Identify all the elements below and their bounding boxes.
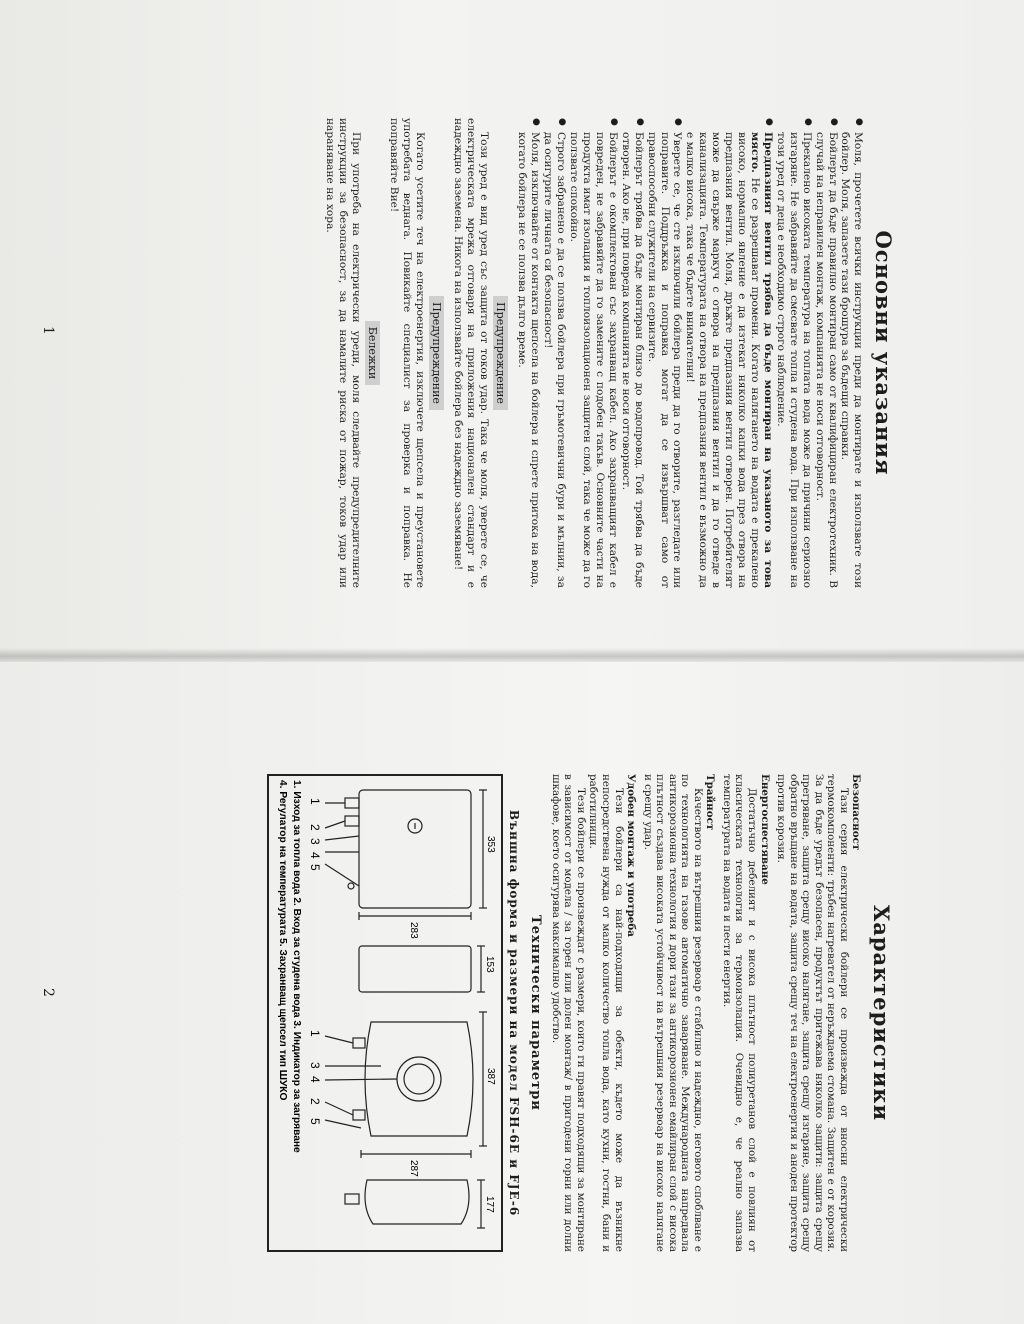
- model-1-side-view: [359, 946, 485, 992]
- list-item: ● Бойлерът да бъде правилно монтиран само от квалифициран електротехник. В случай на неправилен монтаж, компанията не носи отговорност.: [813, 118, 839, 588]
- page-title: Основни указания: [871, 230, 896, 476]
- warning-heading: [430, 118, 443, 588]
- durability-heading: Трайност: [704, 774, 717, 831]
- model-2-front-view: [325, 1012, 487, 1158]
- caution-text: Този уред е вид уред със защита от токов удар. Така че моля, уверете се, че електрическата мрежа отговаря на приложения национален стандарт и е надеждно заземена. Никога на използвайте бойлера без надеждно заземяване!: [452, 118, 491, 588]
- callout-label: 4: [307, 852, 322, 859]
- energy-text: Достатъчно дебелият и с висока плътност полиуретанов слой е повлиян от класическата технология за термоизолация. Очевидно е, че реално запазва температурата на водата и пести енергия.: [720, 774, 759, 1252]
- callout-label: 4: [307, 1076, 322, 1083]
- callout-label: 5: [307, 1118, 322, 1125]
- callout-label: 2: [307, 824, 322, 831]
- list-item: ● Уверете се, че сте изключили бойлера преди да го отворите, разгледате или поправите. Поддръжка и поправка могат да се извършват само от правоспособни служители на сервизите.: [645, 118, 684, 588]
- model-2-side-view: [345, 1180, 485, 1228]
- safety-heading: Безопасност: [850, 774, 863, 851]
- callout-label: 2: [307, 1098, 322, 1105]
- dimensions-title: Външна форма и размери на модел FSH-6E и FJE-6: [507, 809, 522, 1217]
- dim-depth-2: 177: [483, 1196, 495, 1213]
- callout-label: 5: [307, 864, 322, 871]
- durability-text: Качеството на вътрешния резервоар е стабилно и надеждно, неговото споблване е по технологията на газово автоматично заваряване. Международната напредвала антикорозионна технология и дори тази за антикорозионен емайлиран слой с висока плътност създава високата устойчивост на вътрешния резервоар на високо налягане и срещу удар.: [641, 774, 704, 1252]
- dim-height-2: 287: [407, 1160, 419, 1177]
- list-item: ● Моля, прочетете всички инструкции преди да монтирате и използвате този бойлер. Моля, запазете тази брошура за бъдещи справки.: [839, 118, 865, 588]
- notes-heading: [366, 118, 379, 588]
- caution-heading: [494, 118, 507, 588]
- install-heading: Удобен монтаж и употреба: [625, 774, 638, 937]
- document-page-2: [0, 662, 1024, 1324]
- page-number: 1: [40, 326, 56, 335]
- list-item: ● Бойлерът е окомплектован със захранващ кабел. Ако захранващият кабел е повреден, не забравяйте да го замените с подобен такъв. Основните части на продукта имат изолация и топлоизолационен защитен слой, така че може да го ползвате спокойно.: [567, 118, 619, 588]
- install-text-1: Тези бойлери са най-подходящи за обекти, където може да възникне непосредствена нужда от малко количество топла вода, като кухни, гостни, бани и работилници.: [587, 774, 625, 1252]
- callout-label: 3: [307, 1062, 322, 1069]
- notes-text: При употреба на електрически уреди, моля следвайте предупредителните инструкции за безопасност, за да намалите риска от пожар, токов удар или нараняване на хора.: [323, 118, 362, 588]
- warning-title: Предупреждение: [429, 296, 444, 410]
- page-2-rotated: [0, 662, 1024, 1324]
- list-item: ● Моля, изключвайте от контакта щепсела на бойлера и спрете притока на вода, когато бойлера не се ползва дълго време.: [516, 118, 542, 588]
- safety-text: Тази серия електрически бойлери се произвежда от вносни електрически термокомпоненти: тръбен нагревател от неръждаема стомана. Защитен е от корозия. За да бъде уредът безопасен, продуктът притежава няколко защити: защита срещу прегряване, защита срещу високо налягане, защита срещу изгаряне, защита срещу обратно връщане на водата, защита срещу теч на електроенергия и аноден протектор против корозия.: [775, 774, 850, 1252]
- page-2-content: [267, 774, 894, 1252]
- callouts-model-1: [308, 798, 322, 871]
- energy-heading: Енергоспестяване: [758, 774, 771, 885]
- dim-width-2: 387: [484, 1068, 496, 1085]
- caption-line-2: 4. Регулатор на температурата 5. Захранващ щепсел тип ШУКО: [276, 780, 288, 1101]
- list-item: ● Прекалено високата температура на топлата вода може да причини сериозно изгаряне. Не забравяйте да смесвате топла и студена вода. При използване на този уред от деца е необходимо строго наблюдение.: [774, 118, 813, 588]
- model-1-front-view: [325, 790, 487, 920]
- instructions-list: [516, 118, 865, 588]
- warning-text: Когато усетите теч на електроенергия, изключете щепсела и преустановете употребата веднага. Повикайте специалист за проверка и поправка. Не поправяйте Вие!: [388, 118, 426, 588]
- callout-label: 1: [307, 1030, 322, 1037]
- page-number: 2: [40, 988, 56, 997]
- caption-line-1: 1. Изход за топла вода 2. Вход за студена вода 3. Индикатор за загряване: [290, 780, 302, 1153]
- dimension-drawings: [273, 776, 501, 1250]
- dim-width-1: 353: [484, 836, 496, 853]
- caution-title: Предупреждение: [494, 296, 509, 410]
- callouts-model-2: [308, 1030, 322, 1125]
- list-item: ● Бойлерът трябва да бъде монтиран близо до водопровод. Той трябва да бъде отворен. Ако не, при повреда компанията не носи отговорност.: [619, 118, 645, 588]
- callout-label: 1: [307, 798, 322, 805]
- list-item: ● Строго забранено е да се ползва бойлера при гръмотевични бури и мълнии, за да осигурите личната си безопасност!: [541, 118, 567, 588]
- page-1-content: [323, 118, 896, 588]
- tech-params-title: Технически параметри: [528, 915, 544, 1111]
- dim-depth-1: 153: [483, 956, 495, 973]
- page-fold-shadow: [0, 648, 1024, 662]
- dimension-diagram: [267, 774, 503, 1252]
- install-text-2: Тези бойлери се произвеждат с размери, които ги правят подходящи за монтиране в зависимост от модела / за горен или долен монтаж/ в пригодени горни или долни шкафове, което осигурява максимално удобство.: [549, 774, 587, 1252]
- callout-label: 3: [307, 838, 322, 845]
- list-item: ● Предпазният вентил трябва да бъде монтиран на указаното за това място. Не се разрешават промени. Когато налягането на водата е прекалено високо, нормално явление е да изтекат няколко капки вода през отвора на предпазния вентил. Моля, дръжте предпазния вентил отворен. Потребителят може да свърже маркуч с отвора на предпазния вентил и да го отведе в канализацията. Температурата на отвора на предпазния вентил е възможно да е малко висока, така че бъдете внимателни!: [683, 118, 773, 588]
- notes-title: Бележки: [365, 321, 380, 385]
- dim-height-1: 283: [407, 922, 419, 939]
- page-title: Характеристики: [869, 904, 894, 1122]
